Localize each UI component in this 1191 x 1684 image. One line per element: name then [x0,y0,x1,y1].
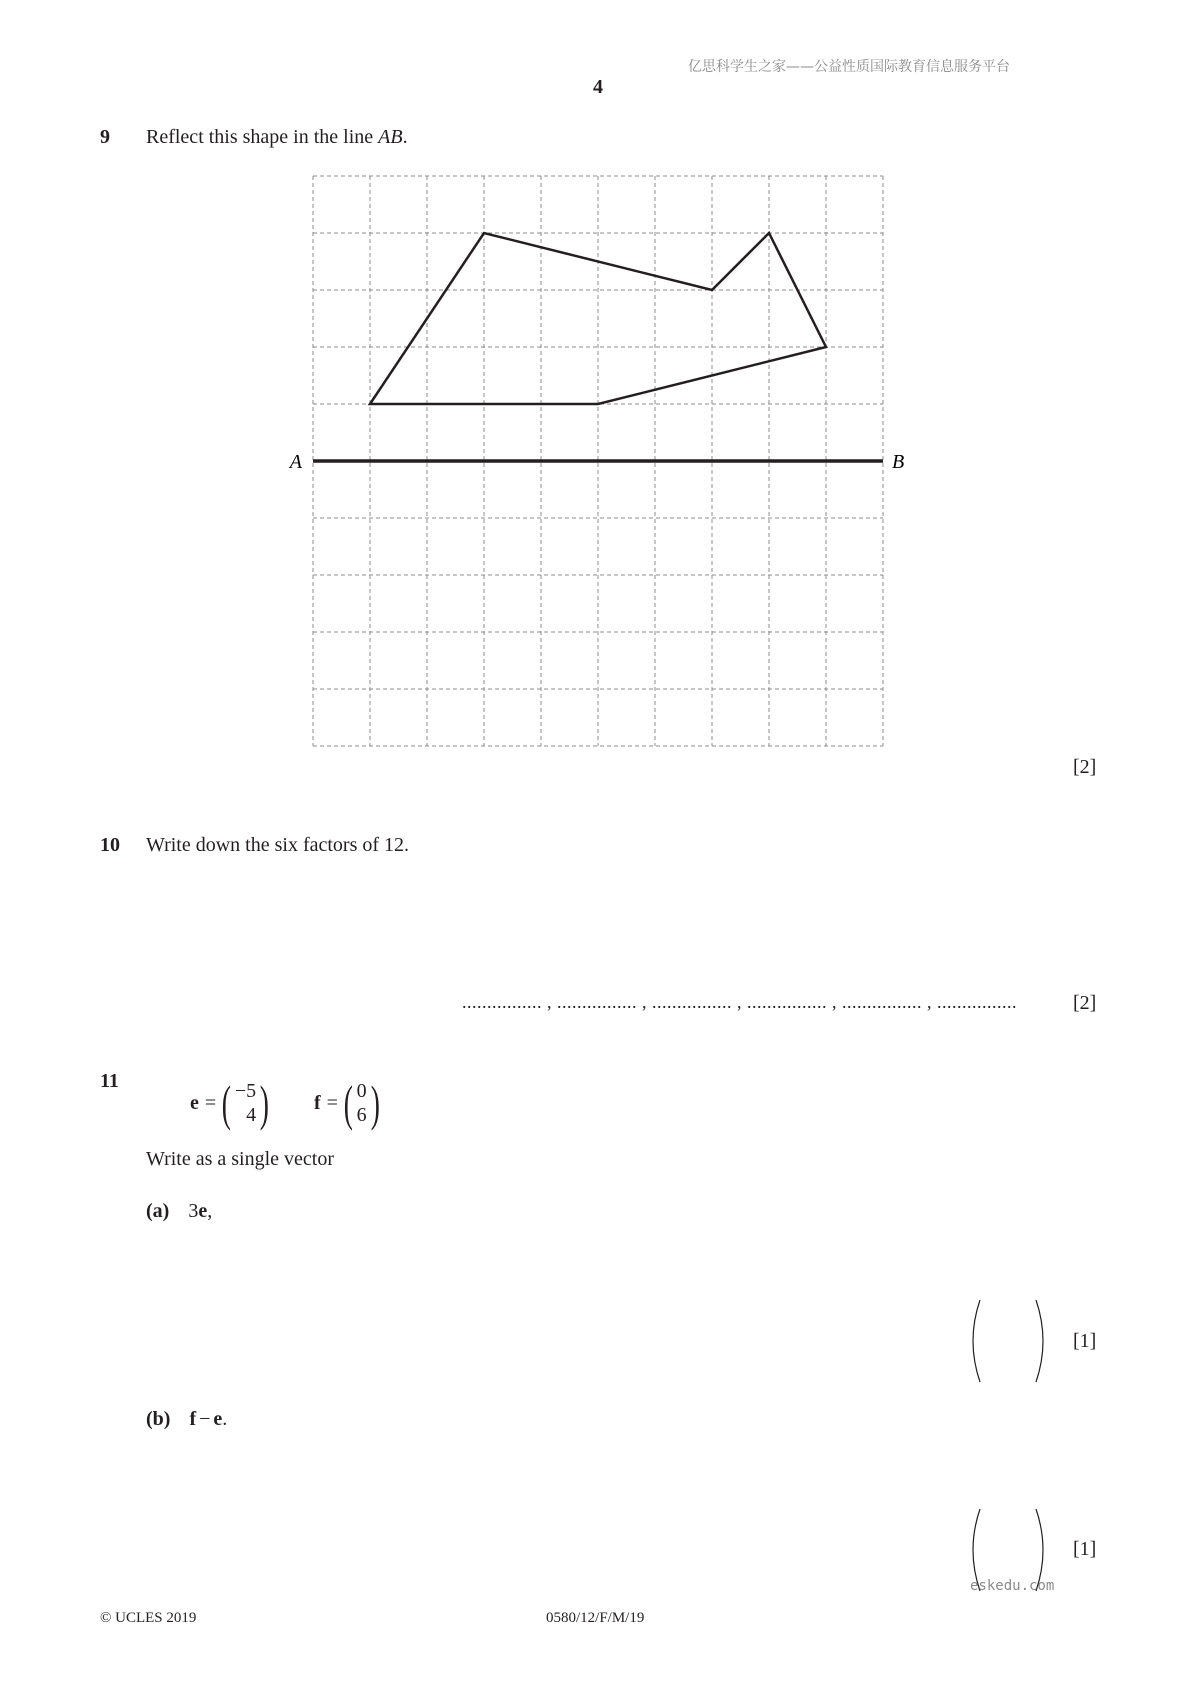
equals-sign: = [326,1091,338,1114]
vector-e-y: 4 [246,1104,257,1126]
question-11b-marks: [1] [1073,1538,1097,1560]
part-b-vector-2: e [213,1408,223,1430]
part-b-suffix: . [222,1408,228,1430]
vector-e-name: e [190,1091,199,1114]
footer-copyright: © UCLES 2019 [100,1610,197,1626]
part-b-operator: − [199,1408,211,1430]
part-a-coefficient: 3 [188,1200,199,1222]
right-paren: ) [259,1075,270,1131]
question-10-answer-line[interactable]: ................ , ................ , ................ , ................ , ................ , ................ [462,992,1017,1012]
question-10-marks: [2] [1073,992,1097,1014]
question-11b [146,1408,227,1431]
watermark-bottom: eskedu.com [970,1578,1055,1594]
reflection-grid[interactable] [280,165,920,755]
part-a-vector: e [198,1200,208,1222]
question-10-text: Write down the six factors of 12. [146,834,410,856]
question-9-text-suffix: . [402,126,408,148]
watermark-top: 亿思科学生之家——公益性质国际教育信息服务平台 [688,59,1010,75]
question-11a-marks: [1] [1073,1330,1097,1352]
label-a: A [289,451,302,473]
question-10-number: 10 [100,834,120,856]
question-9-number: 9 [100,126,110,148]
equals-sign: = [204,1091,217,1114]
page-number: 4 [593,76,603,98]
vector-e-definition [190,1075,273,1131]
question-9-text [146,126,408,149]
question-11-number: 11 [100,1070,119,1092]
part-b-label: (b) [146,1408,171,1430]
question-9-text-prefix: Reflect this shape in the line [146,126,379,148]
vector-f-definition [314,1075,383,1131]
vector-e-x: −5 [234,1080,257,1102]
left-paren: ( [221,1075,232,1131]
footer-code: 0580/12/F/M/19 [546,1610,645,1626]
vector-f-components [357,1079,367,1127]
question-9-marks: [2] [1073,756,1097,778]
vector-f-name: f [314,1091,321,1114]
part-b-vector-1: f [189,1408,197,1430]
vector-e-components [235,1079,256,1127]
part-a-suffix: , [207,1200,213,1222]
vector-f-y: 6 [356,1104,367,1126]
question-9-line-name: AB [378,126,403,148]
label-b: B [892,451,905,473]
right-paren: ) [370,1075,380,1131]
answer-vector-a[interactable] [968,1298,1048,1384]
left-paren: ( [343,1075,353,1131]
vector-f-x: 0 [356,1080,367,1102]
question-11-intro: Write as a single vector [146,1148,335,1170]
question-11a [146,1200,212,1223]
part-a-label: (a) [146,1200,170,1222]
